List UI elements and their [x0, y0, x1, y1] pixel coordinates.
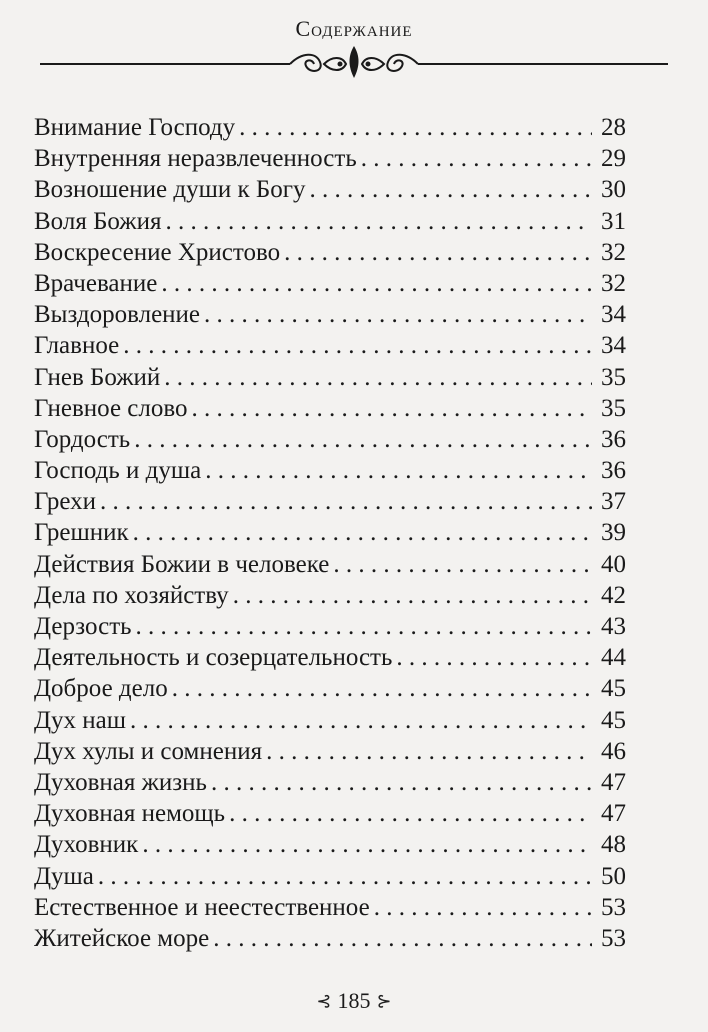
toc-entry-page: 45	[601, 675, 626, 703]
toc-entry[interactable]	[34, 268, 626, 299]
toc-entry-title: Духовник	[34, 831, 139, 859]
page-footer	[0, 988, 708, 1014]
toc-entry-title: Господь и душа	[34, 457, 202, 485]
dot-leader	[133, 517, 592, 548]
toc-entry-title: Гордость	[34, 425, 131, 453]
toc-entry-page: 30	[601, 176, 626, 204]
toc-entry-page: 42	[601, 581, 626, 609]
toc-entry-page: 35	[601, 363, 626, 391]
toc-entry[interactable]	[34, 206, 626, 237]
page-number: 185	[337, 988, 371, 1013]
dot-leader	[361, 143, 592, 174]
toc-entry-page: 36	[601, 457, 626, 485]
dot-leader	[229, 798, 592, 829]
toc-entry-title: Духовная немощь	[34, 800, 226, 828]
toc-entry[interactable]	[34, 611, 626, 642]
toc-entry[interactable]	[34, 486, 626, 517]
dot-leader	[266, 736, 592, 767]
toc-entry[interactable]	[34, 237, 626, 268]
toc-entry[interactable]	[34, 892, 626, 923]
dot-leader	[233, 580, 592, 611]
dot-leader	[142, 829, 592, 860]
toc-entry[interactable]	[34, 299, 626, 330]
dot-leader	[98, 861, 592, 892]
toc-entry-title: Дух хулы и сомнения	[34, 737, 263, 765]
toc-entry[interactable]	[34, 393, 626, 424]
dot-leader	[100, 486, 592, 517]
toc-entry[interactable]	[34, 143, 626, 174]
toc-entry-page: 32	[601, 269, 626, 297]
toc-entry[interactable]	[34, 861, 626, 892]
dot-leader	[164, 362, 592, 393]
toc-entry[interactable]	[34, 923, 626, 954]
dot-leader	[192, 393, 592, 424]
toc-entry-title: Выздоровление	[34, 301, 201, 329]
toc-entry-title: Дух наш	[34, 706, 127, 734]
toc-entry-page: 36	[601, 425, 626, 453]
toc-entry[interactable]	[34, 174, 626, 205]
toc-entry[interactable]	[34, 112, 626, 143]
toc-entry[interactable]	[34, 705, 626, 736]
toc-entry-page: 48	[601, 831, 626, 859]
toc-entry-page: 40	[601, 550, 626, 578]
toc-entry-title: Врачевание	[34, 269, 158, 297]
toc-entry[interactable]	[34, 829, 626, 860]
dot-leader	[134, 424, 592, 455]
right-flourish-icon: ⊱	[376, 990, 392, 1011]
toc-entry-title: Внимание Господу	[34, 114, 236, 141]
dot-leader	[213, 923, 592, 954]
dot-leader	[374, 892, 592, 923]
toc-entry[interactable]	[34, 580, 626, 611]
dot-leader	[205, 455, 592, 486]
toc-entry-page: 31	[601, 207, 626, 235]
dot-leader	[161, 268, 592, 299]
toc-entry-title: Внутренняя неразвлеченность	[34, 145, 357, 173]
toc-entry-page: 43	[601, 613, 626, 640]
toc-entry[interactable]	[34, 330, 626, 361]
toc-entry-title: Дерзость	[34, 613, 132, 640]
toc-entry-page: 53	[601, 893, 626, 921]
toc-entry-title: Главное	[34, 332, 120, 360]
toc-entry-title: Духовная жизнь	[34, 768, 207, 796]
toc-entry[interactable]	[34, 424, 626, 455]
dot-leader	[333, 549, 592, 580]
dot-leader	[284, 237, 592, 268]
toc-entry-title: Действия Божии в человеке	[34, 550, 330, 578]
dot-leader	[172, 673, 592, 704]
toc-entry-title: Доброе дело	[34, 675, 168, 703]
toc-entry-title: Деятельность и созерцательность	[34, 644, 393, 672]
ornament-divider-icon	[40, 42, 668, 82]
toc-entry[interactable]	[34, 455, 626, 486]
toc-entry-page: 53	[601, 924, 626, 952]
toc-entry-title: Грехи	[34, 488, 97, 516]
toc-entry-title: Грешник	[34, 519, 129, 547]
running-header: Содержание	[295, 16, 413, 41]
toc-entry-title: Душа	[34, 862, 94, 890]
toc-entry-title: Дела по хозяйству	[34, 581, 229, 609]
toc-entry-page: 47	[601, 800, 626, 828]
toc-entry[interactable]	[34, 767, 626, 798]
dot-leader	[309, 174, 592, 205]
toc-entry-page: 35	[601, 394, 626, 422]
toc-entry-page: 47	[601, 768, 626, 796]
toc-entry-page: 32	[601, 238, 626, 266]
toc-entry-page: 46	[601, 737, 626, 765]
toc-entry-title: Гнев Божий	[34, 363, 161, 391]
toc-entry[interactable]	[34, 362, 626, 393]
dot-leader	[130, 705, 592, 736]
toc-entry[interactable]	[34, 642, 626, 673]
dot-leader	[123, 330, 592, 361]
toc-entry-title: Воля Божия	[34, 207, 162, 235]
toc-entry[interactable]	[34, 549, 626, 580]
toc-entry-title: Житейское море	[34, 924, 210, 952]
toc-entry[interactable]	[34, 798, 626, 829]
toc-entry-title: Воскресение Христово	[34, 238, 281, 266]
toc-entry-page: 50	[601, 862, 626, 890]
toc-entry-page: 45	[601, 706, 626, 734]
toc-entry-page: 29	[601, 145, 626, 173]
toc-entry-page: 39	[601, 519, 626, 547]
toc-entry-title: Естественное и неестественное	[34, 893, 370, 921]
toc-entry[interactable]	[34, 736, 626, 767]
dot-leader	[165, 206, 592, 237]
toc-entry-title: Возношение души к Богу	[34, 176, 306, 204]
left-flourish-icon: ⊰	[316, 990, 332, 1011]
dot-leader	[396, 642, 592, 673]
toc-entry[interactable]	[34, 517, 626, 548]
toc-entry-page: 37	[601, 488, 626, 516]
toc-entry-page: 34	[601, 332, 626, 360]
toc-entry-page: 44	[601, 644, 626, 672]
dot-leader	[239, 112, 592, 143]
toc-entry[interactable]	[34, 673, 626, 704]
dot-leader	[211, 767, 592, 798]
table-of-contents	[34, 112, 626, 954]
toc-entry-page: 28	[601, 114, 626, 141]
dot-leader	[136, 611, 592, 642]
toc-entry-page: 34	[601, 301, 626, 329]
dot-leader	[204, 299, 592, 330]
toc-entry-title: Гневное слово	[34, 394, 188, 422]
